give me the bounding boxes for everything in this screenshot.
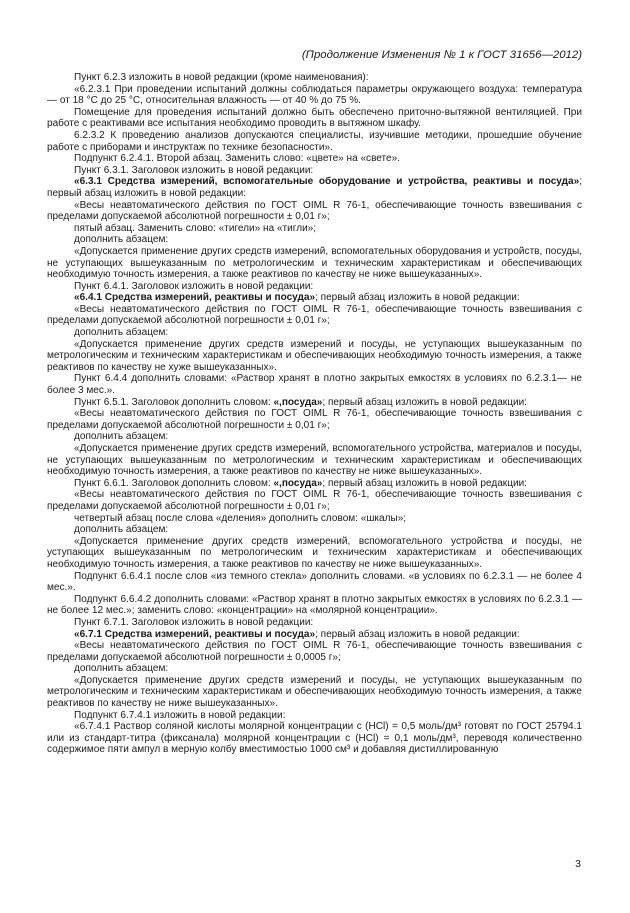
paragraph [47,72,582,84]
paragraph [47,153,582,165]
paragraph-text: «Весы неавтоматического действия по ГОСТ OIML R 76-1, обеспечивающие точность взвешивания с пределами допускаемой абсолютной погрешности ± 0,01 г»; [47,303,582,327]
paragraph [47,107,582,130]
document-body [47,72,582,756]
paragraph [47,176,582,199]
paragraph-text: Подпункт 6.6.4.2 дополнить словами: «Раствор хранят в плотно закрытых емкостях в условиях по 6.2.3.1 — не более 12 мес.»; заменить слово: «концентрации» на «молярной концентрации». [47,593,582,617]
paragraph-text: Подпункт 6.2.4.1. Второй абзац. Заменить слово: «цвете» на «свете». [74,153,401,165]
paragraph-text: четвертый абзац после слова «деления» дополнить словом: «шкалы»; [74,512,407,524]
paragraph-text: Пункт 6.3.1. Заголовок изложить в новой редакции: [74,164,314,176]
paragraph-prefix: Пункт 6.6.1. Заголовок дополнить словом: [74,477,274,489]
paragraph [47,710,582,722]
paragraph [47,130,582,153]
paragraph-text: «6.7.4.1 Раствор соляной кислоты молярной концентрации c (HCl) = 0,5 моль/дм³ готовят по ГОСТ 25794.1 или из стандарт-титра (фиксанала) молярной концентрации c (HCl) = 0,1 моль/дм³, переводя количественно содержимое пяти ампул в мерную колбу вместимостью 1000 см³ и добавляя дистиллированную [47,721,582,756]
paragraph [47,571,582,594]
paragraph [47,200,582,223]
paragraph [47,663,582,675]
paragraph-suffix: ; первый абзац изложить в новой редакции: [47,176,582,199]
paragraph-suffix: ; первый абзац изложить в новой редакции: [322,477,527,489]
paragraph-suffix: ; первый абзац изложить в новой редакции: [315,628,520,640]
paragraph [47,165,582,177]
paragraph-text: «Допускается применение других средств измерений, вспомогательного устройства и посуды, не уступающих вышеуказанным по метрологическим и техническим характеристикам и обеспечивающих необходимую точность измерения, а также реактивов по качеству не ниже вышеуказанных». [47,535,582,570]
paragraph [47,339,582,374]
paragraph-suffix: ; первый абзац изложить в новой редакции: [315,292,520,304]
page-header: (Продолжение Изменения № 1 к ГОСТ 31656—2012) [301,49,582,61]
paragraph [47,223,582,235]
paragraph-text: Пункт 6.7.1. Заголовок изложить в новой редакции: [74,616,314,628]
paragraph [47,373,582,396]
paragraph-text: «Допускается применение других средств измерений, вспомогательного устройства, материалов и посуды, не уступающих вышеуказанным по метрологическим и техническим характеристикам и обеспечивающих необходимую точность измерения, а также реактивов по качеству не ниже вышеуказанных». [47,443,582,478]
paragraph [47,431,582,443]
paragraph-text: «6.2.3.1 При проведении испытаний должны соблюдаться параметры окружающего воздуха: температура — от 18 °С до 25 °С, относительная влажность — от 40 % до 75 %. [47,83,582,107]
paragraph [47,327,582,339]
paragraph-heading: «6.4.1 Средства измерений, реактивы и посуда» [74,292,316,304]
paragraph [47,524,582,536]
paragraph-text: Пункт 6.4.1. Заголовок изложить в новой редакции: [74,280,314,292]
paragraph-text: «Допускается применение других средств измерений и посуды, не уступающих вышеуказанным по метрологическим и техническим характеристикам и обеспечивающих необходимую точность измерения, а также реактивов по качеству не хуже вышеуказанных». [47,338,582,373]
paragraph-heading: «,посуда» [273,477,323,489]
paragraph-text: «Допускается применение других средств измерений и посуды, не уступающих вышеуказанным по метрологическим и техническим характеристикам и обеспечивающих необходимую точность измерения, а также реактивов по качеству не ниже вышеуказанных». [47,674,582,710]
paragraph-text: пятый абзац. Заменить слово: «тигели» на «тигли»; [74,222,317,234]
paragraph [47,721,582,756]
paragraph-heading: «6.3.1 Средства измерений, вспомогательные оборудование и устройства, реактивы и посуда» [74,176,580,188]
paragraph-text: дополнить абзацем: [74,327,169,339]
paragraph [47,408,582,431]
paragraph-text: дополнить абзацем: [74,663,169,675]
paragraph-text: «Весы неавтоматического действия по ГОСТ OIML R 76-1, обеспечивающие точность взвешивания с пределами допускаемой абсолютной погрешности ± 0,01 г»; [47,489,582,512]
paragraph [47,640,582,663]
paragraph-text: Пункт 6.2.3 изложить в новой редакции (кроме наименования): [74,72,369,83]
paragraph [47,617,582,629]
paragraph-text: дополнить абзацем: [74,234,169,246]
paragraph [47,594,582,617]
paragraph-suffix: ; первый абзац изложить в новой редакции: [322,396,527,408]
paragraph-text: Пункт 6.4.4 дополнить словами: «Раствор хранят в плотно закрытых емкостях в условиях по 6.2.3.1— не более 3 мес.». [47,373,582,397]
paragraph-text: «Весы неавтоматического действия по ГОСТ OIML R 76-1, обеспечивающие точность взвешивания с пределами допускаемой абсолютной погрешности ± 0,01 г»; [47,199,582,223]
paragraph-text: дополнить абзацем: [74,524,169,536]
paragraph [47,281,582,293]
paragraph [47,536,582,571]
paragraph-text: 6.2.3.2 К проведению анализов допускаются специалисты, изучившие методики, прошедшие обучение работе с приборами и инструктаж по технике безопасности». [47,129,582,153]
paragraph-text: Помещение для проведения испытаний должно быть обеспечено приточно-вытяжной вентиляцией. При работе с реактивами все испытания необходимо проводить в вытяжном шкафу. [47,106,582,130]
paragraph-text: Подпункт 6.6.4.1 после слов «из темного стекла» дополнить словами. «в условиях по 6.2.3.1 — не более 4 мес.». [47,570,582,594]
paragraph [47,478,582,490]
paragraph [47,304,582,327]
paragraph-prefix: Пункт 6.5.1. Заголовок дополнить словом: [74,396,274,408]
paragraph [47,234,582,246]
paragraph [47,246,582,281]
paragraph-text: «Весы неавтоматического действия по ГОСТ OIML R 76-1, обеспечивающие точность взвешивания с пределами допускаемой абсолютной погрешности ± 0,0005 г»; [47,640,582,663]
paragraph [47,675,582,710]
paragraph [47,513,582,525]
paragraph-text: «Весы неавтоматического действия по ГОСТ OIML R 76-1, обеспечивающие точность взвешивания с пределами допускаемой абсолютной погрешности ± 0,01 г»; [47,408,582,431]
paragraph [47,397,582,409]
page-number: 3 [575,858,581,870]
paragraph-heading: «,посуда» [273,396,323,408]
paragraph [47,84,582,107]
paragraph [47,489,582,512]
paragraph [47,292,582,304]
paragraph [47,629,582,641]
paragraph-text: дополнить абзацем: [74,431,169,443]
paragraph-text: «Допускается применение других средств измерений, вспомогательных оборудования и устройств, посуды, не уступающих вышеуказанным по метрологическим и техническим характеристикам и обеспечивающих необходимую точность измерения, а также реактивов по качеству не ниже вышеуказанных». [47,245,582,281]
paragraph [47,443,582,478]
paragraph-text: Подпункт 6.7.4.1 изложить в новой редакции: [74,709,286,721]
paragraph-heading: «6.7.1 Средства измерений, реактивы и посуда» [74,628,316,640]
